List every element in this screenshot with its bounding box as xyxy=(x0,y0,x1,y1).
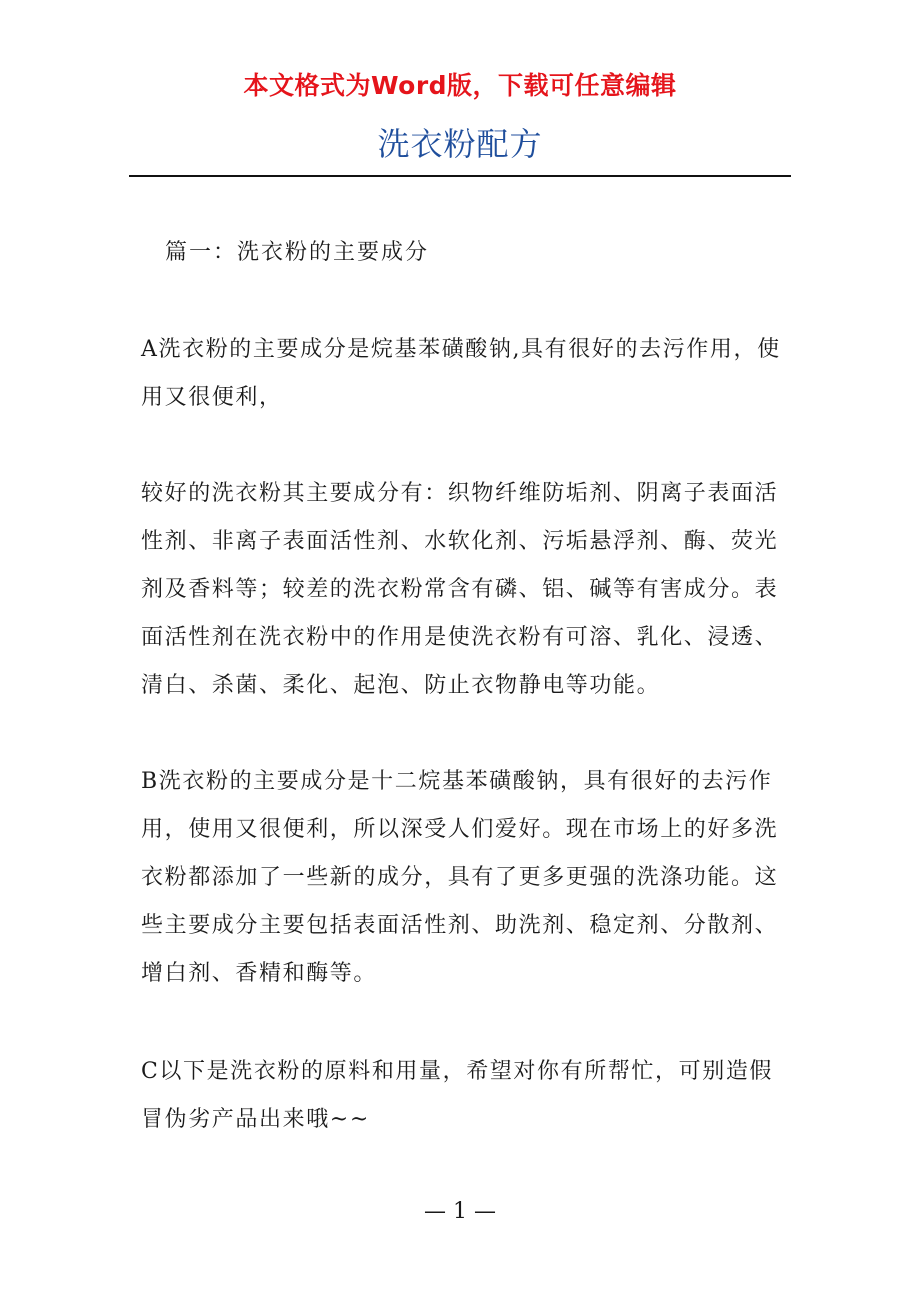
paragraph-ingredients: 较好的洗衣粉其主要成分有：织物纤维防垢剂、阴离子表面活性剂、非离子表面活性剂、水软化剂、污垢悬浮剂、酶、荧光剂及香料等；较差的洗衣粉常含有磷、铝、碱等有害成分。表面活性剂在洗衣粉中的作用是使洗衣粉有可溶、乳化、浸透、清白、杀菌、柔化、起泡、防止衣物静电等功能。 xyxy=(141,481,779,698)
page-number: — 1 — xyxy=(424,1199,496,1224)
paragraph-c: C以下是洗衣粉的原料和用量，希望对你有所帮忙，可别造假冒伪劣产品出来哦~~ xyxy=(141,1059,774,1132)
section-heading: 篇一：洗衣粉的主要成分 xyxy=(165,240,430,265)
paragraph-a: A洗衣粉的主要成分是烷基苯磺酸钠,具有很好的去污作用，使用又很便利， xyxy=(141,337,781,410)
format-notice: 本文格式为Word版，下载可任意编辑 xyxy=(243,71,677,100)
title-divider xyxy=(129,175,791,177)
document-title: 洗衣粉配方 xyxy=(377,125,543,163)
paragraph-b: B洗衣粉的主要成分是十二烷基苯磺酸钠，具有很好的去污作用，使用又很便利，所以深受人们爱好。现在市场上的好多洗衣粉都添加了一些新的成分，具有了更多更强的洗涤功能。这些主要成分主要包括表面活性剂、助洗剂、稳定剂、分散剂、增白剂、香精和酶等。 xyxy=(141,769,779,986)
